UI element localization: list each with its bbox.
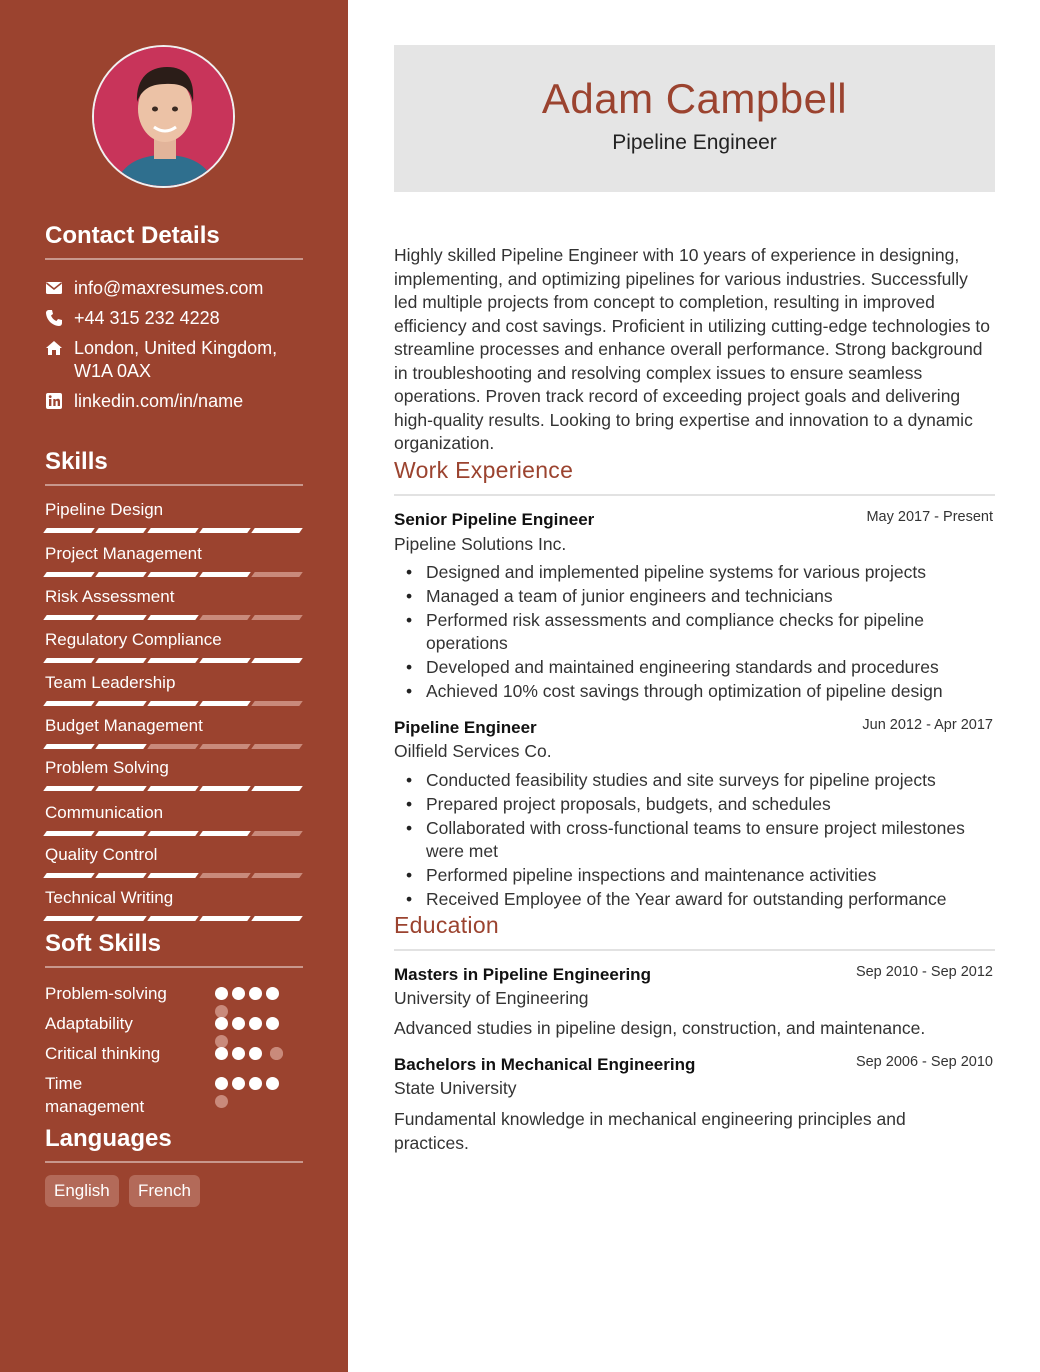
- skill-item: [45, 888, 303, 908]
- skill-level-segment: [95, 701, 147, 706]
- rating-dot: [270, 1047, 283, 1060]
- skills-heading: Skills: [45, 448, 303, 486]
- rating-dot: [232, 1077, 245, 1090]
- avatar: [92, 45, 235, 188]
- list-item: • Achieved 10% cost savings through optimization of pipeline design: [394, 680, 995, 704]
- skill-name: Quality Control: [45, 845, 158, 864]
- list-item: • Managed a team of junior engineers and technicians: [394, 585, 995, 609]
- soft-skill-name: Problem-solving: [45, 984, 167, 1003]
- skill-level-segment: [43, 831, 95, 836]
- skill-level-segment: [43, 572, 95, 577]
- skill-level-segment: [95, 572, 147, 577]
- school-name: State University: [394, 1078, 517, 1098]
- skill-level-bars: [45, 615, 303, 621]
- skill-level-segment: [147, 916, 199, 921]
- linkedin-icon: [45, 392, 63, 410]
- soft-skills-heading: Soft Skills: [45, 930, 303, 968]
- skill-level-segment: [43, 701, 95, 706]
- soft-skill-name: Critical thinking: [45, 1044, 161, 1063]
- skill-name: Technical Writing: [45, 888, 174, 907]
- job-company: Pipeline Solutions Inc.: [394, 534, 567, 554]
- rating-dot: [215, 987, 228, 1000]
- list-item: • Collaborated with cross-functional teams to ensure project milestones were met: [394, 817, 995, 865]
- soft-skill-name: Adaptability: [45, 1014, 133, 1033]
- skill-level-segment: [147, 831, 199, 836]
- job-title: Senior Pipeline Engineer: [394, 510, 595, 529]
- email-text: info@maxresumes.com: [74, 278, 264, 298]
- skill-level-bars: [45, 658, 303, 664]
- soft-skill-rating: [215, 987, 325, 1001]
- skill-level-segment: [43, 615, 95, 620]
- degree-description: Fundamental knowledge in mechanical engineering principles and practices.: [394, 1109, 906, 1153]
- skill-level-segment: [199, 786, 251, 791]
- skill-name: Budget Management: [45, 716, 203, 735]
- skill-name: Problem Solving: [45, 758, 169, 777]
- job-dates: May 2017 - Present: [866, 509, 993, 525]
- skill-level-segment: [147, 528, 199, 533]
- language-chip: English: [45, 1175, 119, 1207]
- skill-level-bars: [45, 744, 303, 750]
- skill-item: [45, 500, 303, 520]
- rating-dot: [215, 1095, 228, 1108]
- candidate-name: Adam Campbell: [541, 75, 848, 122]
- skill-level-segment: [43, 658, 95, 663]
- rating-dot: [232, 1017, 245, 1030]
- skill-level-bars: [45, 786, 303, 792]
- skill-level-segment: [147, 786, 199, 791]
- contact-linkedin[interactable]: [45, 390, 303, 413]
- rating-dot: [266, 1017, 279, 1030]
- skill-level-segment: [43, 786, 95, 791]
- skill-level-segment: [95, 528, 147, 533]
- soft-skill-rating: [215, 1047, 325, 1061]
- languages-heading: Languages: [45, 1125, 303, 1163]
- soft-skill-item: [45, 1012, 303, 1035]
- degree-title: Bachelors in Mechanical Engineering: [394, 1055, 696, 1074]
- list-item: • Conducted feasibility studies and site surveys for pipeline projects: [394, 769, 995, 793]
- skill-level-segment: [43, 916, 95, 921]
- rating-dot: [249, 1017, 262, 1030]
- skill-level-segment: [95, 786, 147, 791]
- contact-phone[interactable]: [45, 307, 303, 330]
- list-item: • Performed risk assessments and compliance checks for pipeline operations: [394, 609, 995, 657]
- skill-item: [45, 716, 303, 736]
- degree-description: Advanced studies in pipeline design, construction, and maintenance.: [394, 1018, 926, 1038]
- list-item: • Designed and implemented pipeline systems for various projects: [394, 561, 995, 585]
- skill-level-segment: [199, 701, 251, 706]
- skill-item: [45, 758, 303, 778]
- skill-level-segment: [251, 786, 303, 791]
- skill-name: Communication: [45, 803, 164, 822]
- skill-item: [45, 587, 303, 607]
- address-line-1: London, United Kingdom,: [74, 338, 278, 358]
- job-title: Pipeline Engineer: [394, 718, 537, 737]
- skill-level-segment: [199, 615, 251, 620]
- skill-level-segment: [199, 873, 251, 878]
- soft-skill-rating: [215, 1077, 325, 1091]
- skill-item: [45, 544, 303, 564]
- language-chip: French: [129, 1175, 200, 1207]
- contact-email[interactable]: [45, 277, 303, 300]
- skill-level-segment: [147, 658, 199, 663]
- skill-name: Team Leadership: [45, 673, 176, 692]
- skill-level-bars: [45, 528, 303, 534]
- skill-item: [45, 673, 303, 693]
- skill-level-bars: [45, 873, 303, 879]
- school-name: University of Engineering: [394, 988, 589, 1008]
- skill-level-segment: [251, 701, 303, 706]
- job-bullets: [394, 769, 995, 912]
- skill-level-segment: [43, 744, 95, 749]
- soft-skill-item: [45, 1042, 303, 1065]
- skill-level-segment: [95, 615, 147, 620]
- degree-dates: Sep 2006 - Sep 2010: [855, 1054, 993, 1070]
- home-icon: [45, 339, 63, 357]
- skill-level-segment: [95, 744, 147, 749]
- skill-level-segment: [251, 916, 303, 921]
- skill-level-segment: [199, 831, 251, 836]
- skill-level-bars: [45, 916, 303, 922]
- job-dates: Jun 2012 - Apr 2017: [862, 717, 993, 733]
- education-heading: Education: [394, 912, 995, 951]
- rating-dot: [215, 1047, 228, 1060]
- envelope-icon: [45, 279, 63, 297]
- list-item: • Developed and maintained engineering standards and procedures: [394, 656, 995, 680]
- skill-item: [45, 845, 303, 865]
- list-item: • Performed pipeline inspections and maintenance activities: [394, 864, 995, 888]
- skill-level-segment: [199, 528, 251, 533]
- skill-level-segment: [95, 831, 147, 836]
- skill-level-segment: [251, 615, 303, 620]
- rating-dot: [215, 1077, 228, 1090]
- skill-level-segment: [147, 615, 199, 620]
- skill-level-segment: [251, 528, 303, 533]
- skill-level-segment: [251, 658, 303, 663]
- skill-name: Pipeline Design: [45, 500, 164, 519]
- skill-name: Project Management: [45, 544, 202, 563]
- skill-level-segment: [199, 744, 251, 749]
- skill-level-segment: [95, 873, 147, 878]
- skill-level-segment: [199, 658, 251, 663]
- soft-skill-item: [45, 1072, 303, 1118]
- skill-level-segment: [199, 916, 251, 921]
- job-bullets: [394, 561, 995, 704]
- resume-header: [394, 45, 995, 192]
- summary-text: Highly skilled Pipeline Engineer with 10 years of experience in designing, implementing, and optimizing pipelines for various industries. Successfully led multiple projects from concept to completion, resulting in improved efficiency and cost savings. Proficient in utilizing cutting-edge technologies to streamline processes and enhance overall performance. Strong background in troubleshooting and resolving complex issues to ensure seamless operations. Proven track record of exceeding project goals and delivering high-quality results. Looking to bring expertise and innovation to a dynamic organization.: [394, 245, 990, 453]
- rating-dot: [232, 1047, 245, 1060]
- rating-dot: [215, 1017, 228, 1030]
- rating-dot: [249, 1077, 262, 1090]
- linkedin-text: linkedin.com/in/name: [74, 391, 244, 411]
- skill-level-bars: [45, 701, 303, 707]
- skill-level-segment: [147, 744, 199, 749]
- skill-level-segment: [95, 658, 147, 663]
- skill-level-segment: [199, 572, 251, 577]
- skill-level-segment: [251, 831, 303, 836]
- work-heading: Work Experience: [394, 457, 995, 496]
- sidebar: [0, 0, 348, 1372]
- skill-level-segment: [147, 572, 199, 577]
- soft-skill-rating: [215, 1017, 325, 1031]
- skill-item: [45, 803, 303, 823]
- contact-address: [45, 337, 303, 383]
- skill-level-segment: [251, 572, 303, 577]
- job-company: Oilfield Services Co.: [394, 741, 552, 761]
- skill-level-bars: [45, 831, 303, 837]
- skill-item: [45, 630, 303, 650]
- skill-level-segment: [147, 701, 199, 706]
- candidate-title: Pipeline Engineer: [612, 131, 777, 154]
- skill-name: Risk Assessment: [45, 587, 175, 606]
- rating-dot: [232, 987, 245, 1000]
- rating-dot: [249, 1047, 262, 1060]
- soft-skill-name: Time management: [45, 1074, 145, 1116]
- skill-level-bars: [45, 572, 303, 578]
- phone-icon: [45, 309, 63, 327]
- skill-level-segment: [251, 744, 303, 749]
- skill-level-segment: [43, 528, 95, 533]
- skill-level-segment: [95, 916, 147, 921]
- list-item: • Prepared project proposals, budgets, and schedules: [394, 793, 995, 817]
- skill-level-segment: [147, 873, 199, 878]
- profile-photo: [94, 47, 235, 188]
- skill-level-segment: [251, 873, 303, 878]
- skill-level-segment: [43, 873, 95, 878]
- contact-heading: Contact Details: [45, 222, 303, 260]
- soft-skill-item: [45, 982, 303, 1005]
- address-line-2: W1A 0AX: [74, 361, 152, 381]
- skill-name: Regulatory Compliance: [45, 630, 222, 649]
- degree-dates: Sep 2010 - Sep 2012: [855, 964, 993, 980]
- rating-dot: [266, 987, 279, 1000]
- list-item: • Received Employee of the Year award for outstanding performance: [394, 888, 995, 912]
- degree-title: Masters in Pipeline Engineering: [394, 965, 651, 984]
- rating-dot: [249, 987, 262, 1000]
- rating-dot: [266, 1077, 279, 1090]
- phone-text: +44 315 232 4228: [74, 308, 220, 328]
